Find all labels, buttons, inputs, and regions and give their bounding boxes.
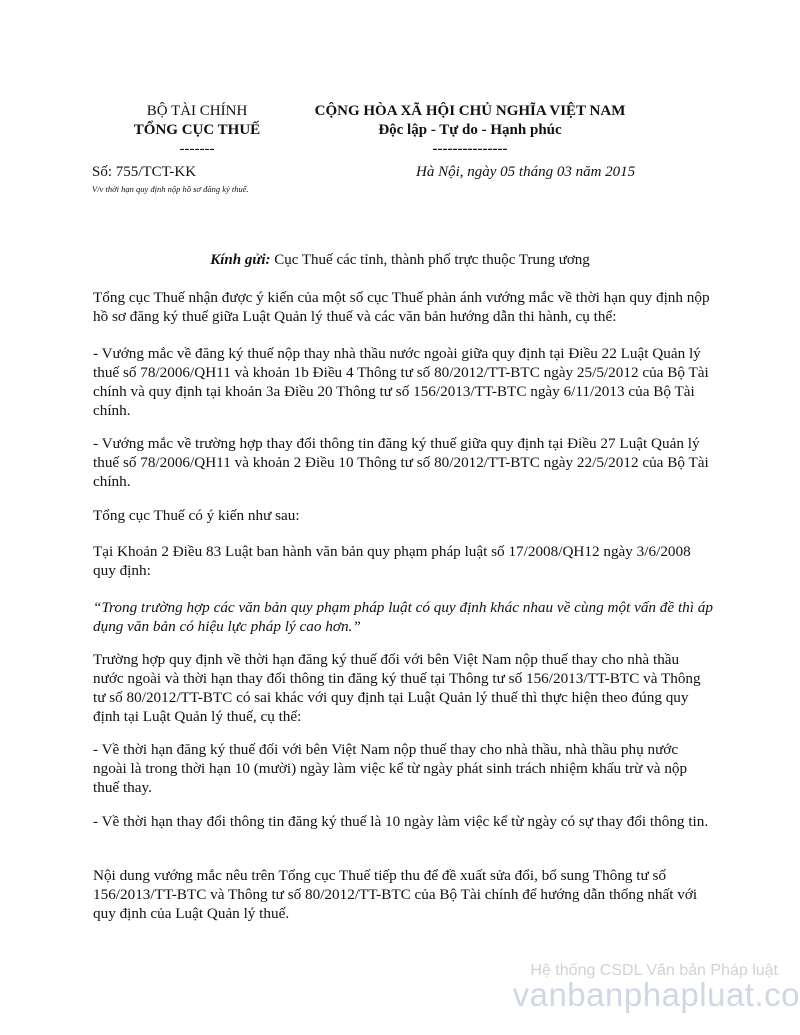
paragraph-quote: “Trong trường hợp các văn bản quy phạm pháp luật có quy định khác nhau về cùng một vấn đề thì áp dụng văn bản có hiệu lực pháp lý cao hơn.” xyxy=(93,599,713,635)
paragraph-conclusion: Nội dung vướng mắc nêu trên Tổng cục Thuế tiếp thu để đề xuất sửa đổi, bổ sung Thông tư số 156/2013/TT-BTC và Thông tư số 80/2012/TT-BTC của Bộ Tài chính để hướng dẫn thống nhất với quy định của Luật Quản lý thuế. xyxy=(93,867,698,922)
watermark-site: vanbanphapluat.co xyxy=(512,976,800,1013)
paragraph-application: Trường hợp quy định về thời hạn đăng ký thuế đối với bên Việt Nam nộp thuế thay cho nhà thầu nước ngoài và thời hạn thay đổi thông tin đăng ký thuế tại Thông tư số 156/2013/TT-BTC và Thông tư số 80/2012/TT-BTC có sai khác với quy định tại Luật Quản lý thuế thì thực hiện theo đúng quy định tại Luật Quản lý thuế, cụ thể: xyxy=(93,651,701,725)
issuing-agency-block xyxy=(82,102,312,159)
paragraph-issue-2: - Vướng mắc về trường hợp thay đổi thông tin đăng ký thuế giữa quy định tại Điều 27 Luật Quản lý thuế số 78/2006/QH11 và khoản 2 Điều 10 Thông tư số 80/2012/TT-BTC ngày 22/5/2012 của Bộ Tài chính. xyxy=(93,435,709,490)
paragraph-deadline-registration: - Về thời hạn đăng ký thuế đối với bên Việt Nam nộp thuế thay cho nhà thầu, nhà thầu phụ nước ngoài là trong thời hạn 10 (mười) ngày làm việc kể từ ngày phát sinh trách nhiệm khấu trừ và nộp thuế thay. xyxy=(93,741,688,796)
paragraph-legal-basis: Tại Khoản 2 Điều 83 Luật ban hành văn bản quy phạm pháp luật số 17/2008/QH12 ngày 3/6/2008 quy định: xyxy=(93,543,691,579)
document-subject: V/v thời hạn quy định nộp hồ sơ đăng ký thuế. xyxy=(92,184,249,194)
paragraph-intro: Tổng cục Thuế nhận được ý kiến của một số cục Thuế phản ánh vướng mắc về thời hạn quy định nộp hồ sơ đăng ký thuế giữa Luật Quản lý thuế và các văn bản hướng dẫn thi hành, cụ thể: xyxy=(93,289,710,325)
recipient-label: Kính gửi: xyxy=(210,252,271,268)
document-number: Số: 755/TCT-KK xyxy=(92,164,197,180)
place-date: Hà Nội, ngày 05 tháng 03 năm 2015 xyxy=(416,164,636,180)
national-title-block xyxy=(280,102,660,159)
watermark-caption: Hệ thống CSDL Văn bản Pháp luật xyxy=(530,962,778,979)
right-divider: --------------- xyxy=(432,141,508,157)
paragraph-opinion-lead: Tổng cục Thuế có ý kiến như sau: xyxy=(93,507,300,524)
ministry-name: BỘ TÀI CHÍNH xyxy=(146,103,248,119)
paragraph-issue-1: - Vướng mắc về đăng ký thuế nộp thay nhà thầu nước ngoài giữa quy định tại Điều 22 Luật Quản lý thuế số 78/2006/QH11 và khoản 1b Điều 4 Thông tư số 80/2012/TT-BTC ngày 25/5/2012 của Bộ Tài chính và quy định tại khoản 3a Điều 20 Thông tư số 156/2013/TT-BTC ngày 6/11/2013 của Bộ Tài chính. xyxy=(93,345,709,419)
recipient-line xyxy=(0,252,800,269)
country-name: CỘNG HÒA XÃ HỘI CHỦ NGHĨA VIỆT NAM xyxy=(314,103,626,119)
left-divider: ------- xyxy=(179,141,215,157)
paragraph-deadline-change: - Về thời hạn thay đổi thông tin đăng ký thuế là 10 ngày làm việc kể từ ngày có sự thay đổi thông tin. xyxy=(93,813,709,830)
national-motto: Độc lập - Tự do - Hạnh phúc xyxy=(378,122,562,138)
recipient-name: Cục Thuế các tỉnh, thành phố trực thuộc Trung ương xyxy=(274,252,590,268)
department-name: TỔNG CỤC THUẾ xyxy=(133,122,261,138)
